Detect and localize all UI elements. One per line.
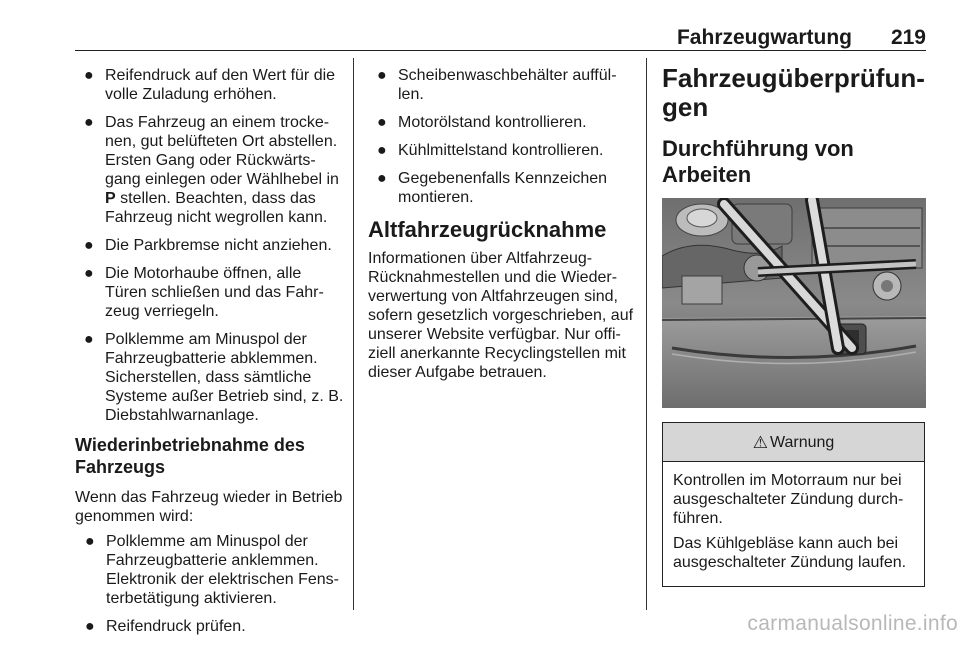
column-3 [662,63,926,587]
warning-triangle-icon: ⚠ [752,432,768,452]
warning-text: Kontrollen im Motorraum nur bei ausgeschalteter Zündung durch- führen. [673,472,904,527]
page-title: Fahrzeugüberprüfun- gen [662,63,925,122]
warning-body [663,462,924,586]
recycling-paragraph: Informationen über Altfahrzeug- Rücknahmestellen und die Wieder- verwertung von Altfahrzeugen sind, sofern gesetzlich vorgeschrieben, auf unserer Website verfügbar. Nur offi- ziell anerkannte Recyclingstellen mit dieser Aufgabe betrauen. [368,250,634,381]
column-divider-1 [353,58,354,610]
list-item: ● Die Parkbremse nicht anziehen. [84,237,332,254]
warning-header [663,423,924,462]
intro-text: Wenn das Fahrzeug wieder in Betrieb genommen wird: [75,489,343,525]
list-item: ● Das Fahrzeug an einem trocke- nen, gut belüfteten Ort abstellen. Ersten Gang oder Rückwärts- gang einlegen oder Wählhebel in P stellen. Beachten, dass das Fahrzeug nicht wegrollen kann. [84,114,339,226]
list-item: ● Scheibenwaschbehälter auffül- len. [377,67,617,103]
column-divider-2 [646,58,647,610]
section-heading: Wiederinbetriebnahme des Fahrzeugs [75,435,305,477]
column-1 [75,66,347,645]
list-item: ● Motorölstand kontrollieren. [377,114,587,131]
list-item: ● Kühlmittelstand kontrollieren. [377,142,604,159]
list-item: ● Die Motorhaube öffnen, alle Türen schließen und das Fahrzeug verriegeln. [84,265,324,320]
storage-bullets [75,66,347,425]
list-item: ● Gegebenenfalls Kennzeichen montieren. [377,170,608,206]
page-number: 219 [890,26,926,49]
restart-bullets [75,532,347,636]
column-2 [368,66,638,388]
restart-bullets-cont [368,66,638,207]
engine-bay-illustration [662,198,926,408]
section-title: Fahrzeugwartung [676,26,852,49]
list-item: ● Reifendruck auf den Wert für die volle Zuladung erhöhen. [84,67,336,103]
watermark: carmanualsonline.info [747,612,958,635]
header-rule [75,50,926,51]
subsection-heading: Durchführung von Arbeiten [662,136,854,187]
list-item: ● Polklemme am Minuspol der Fahrzeugbatterie abklemmen. Sicherstellen, dass sämtliche Systeme außer Betrieb sind, z. B. Diebstahlwarnanlage. [84,331,344,424]
page-header [75,26,926,50]
warning-title: Warnung [769,433,835,451]
section-heading: Altfahrzeugrücknahme [368,217,607,242]
warning-text: Das Kühlgebläse kann auch bei ausgeschalteter Zündung laufen. [673,535,907,571]
warning-box [662,422,925,587]
list-item: ● Reifendruck prüfen. [85,618,246,635]
list-item: ● Polklemme am Minuspol der Fahrzeugbatterie anklemmen. Elektronik der elektrischen Fens- terbetätigung aktivieren. [85,533,339,607]
engine-bay-photo [662,198,926,408]
